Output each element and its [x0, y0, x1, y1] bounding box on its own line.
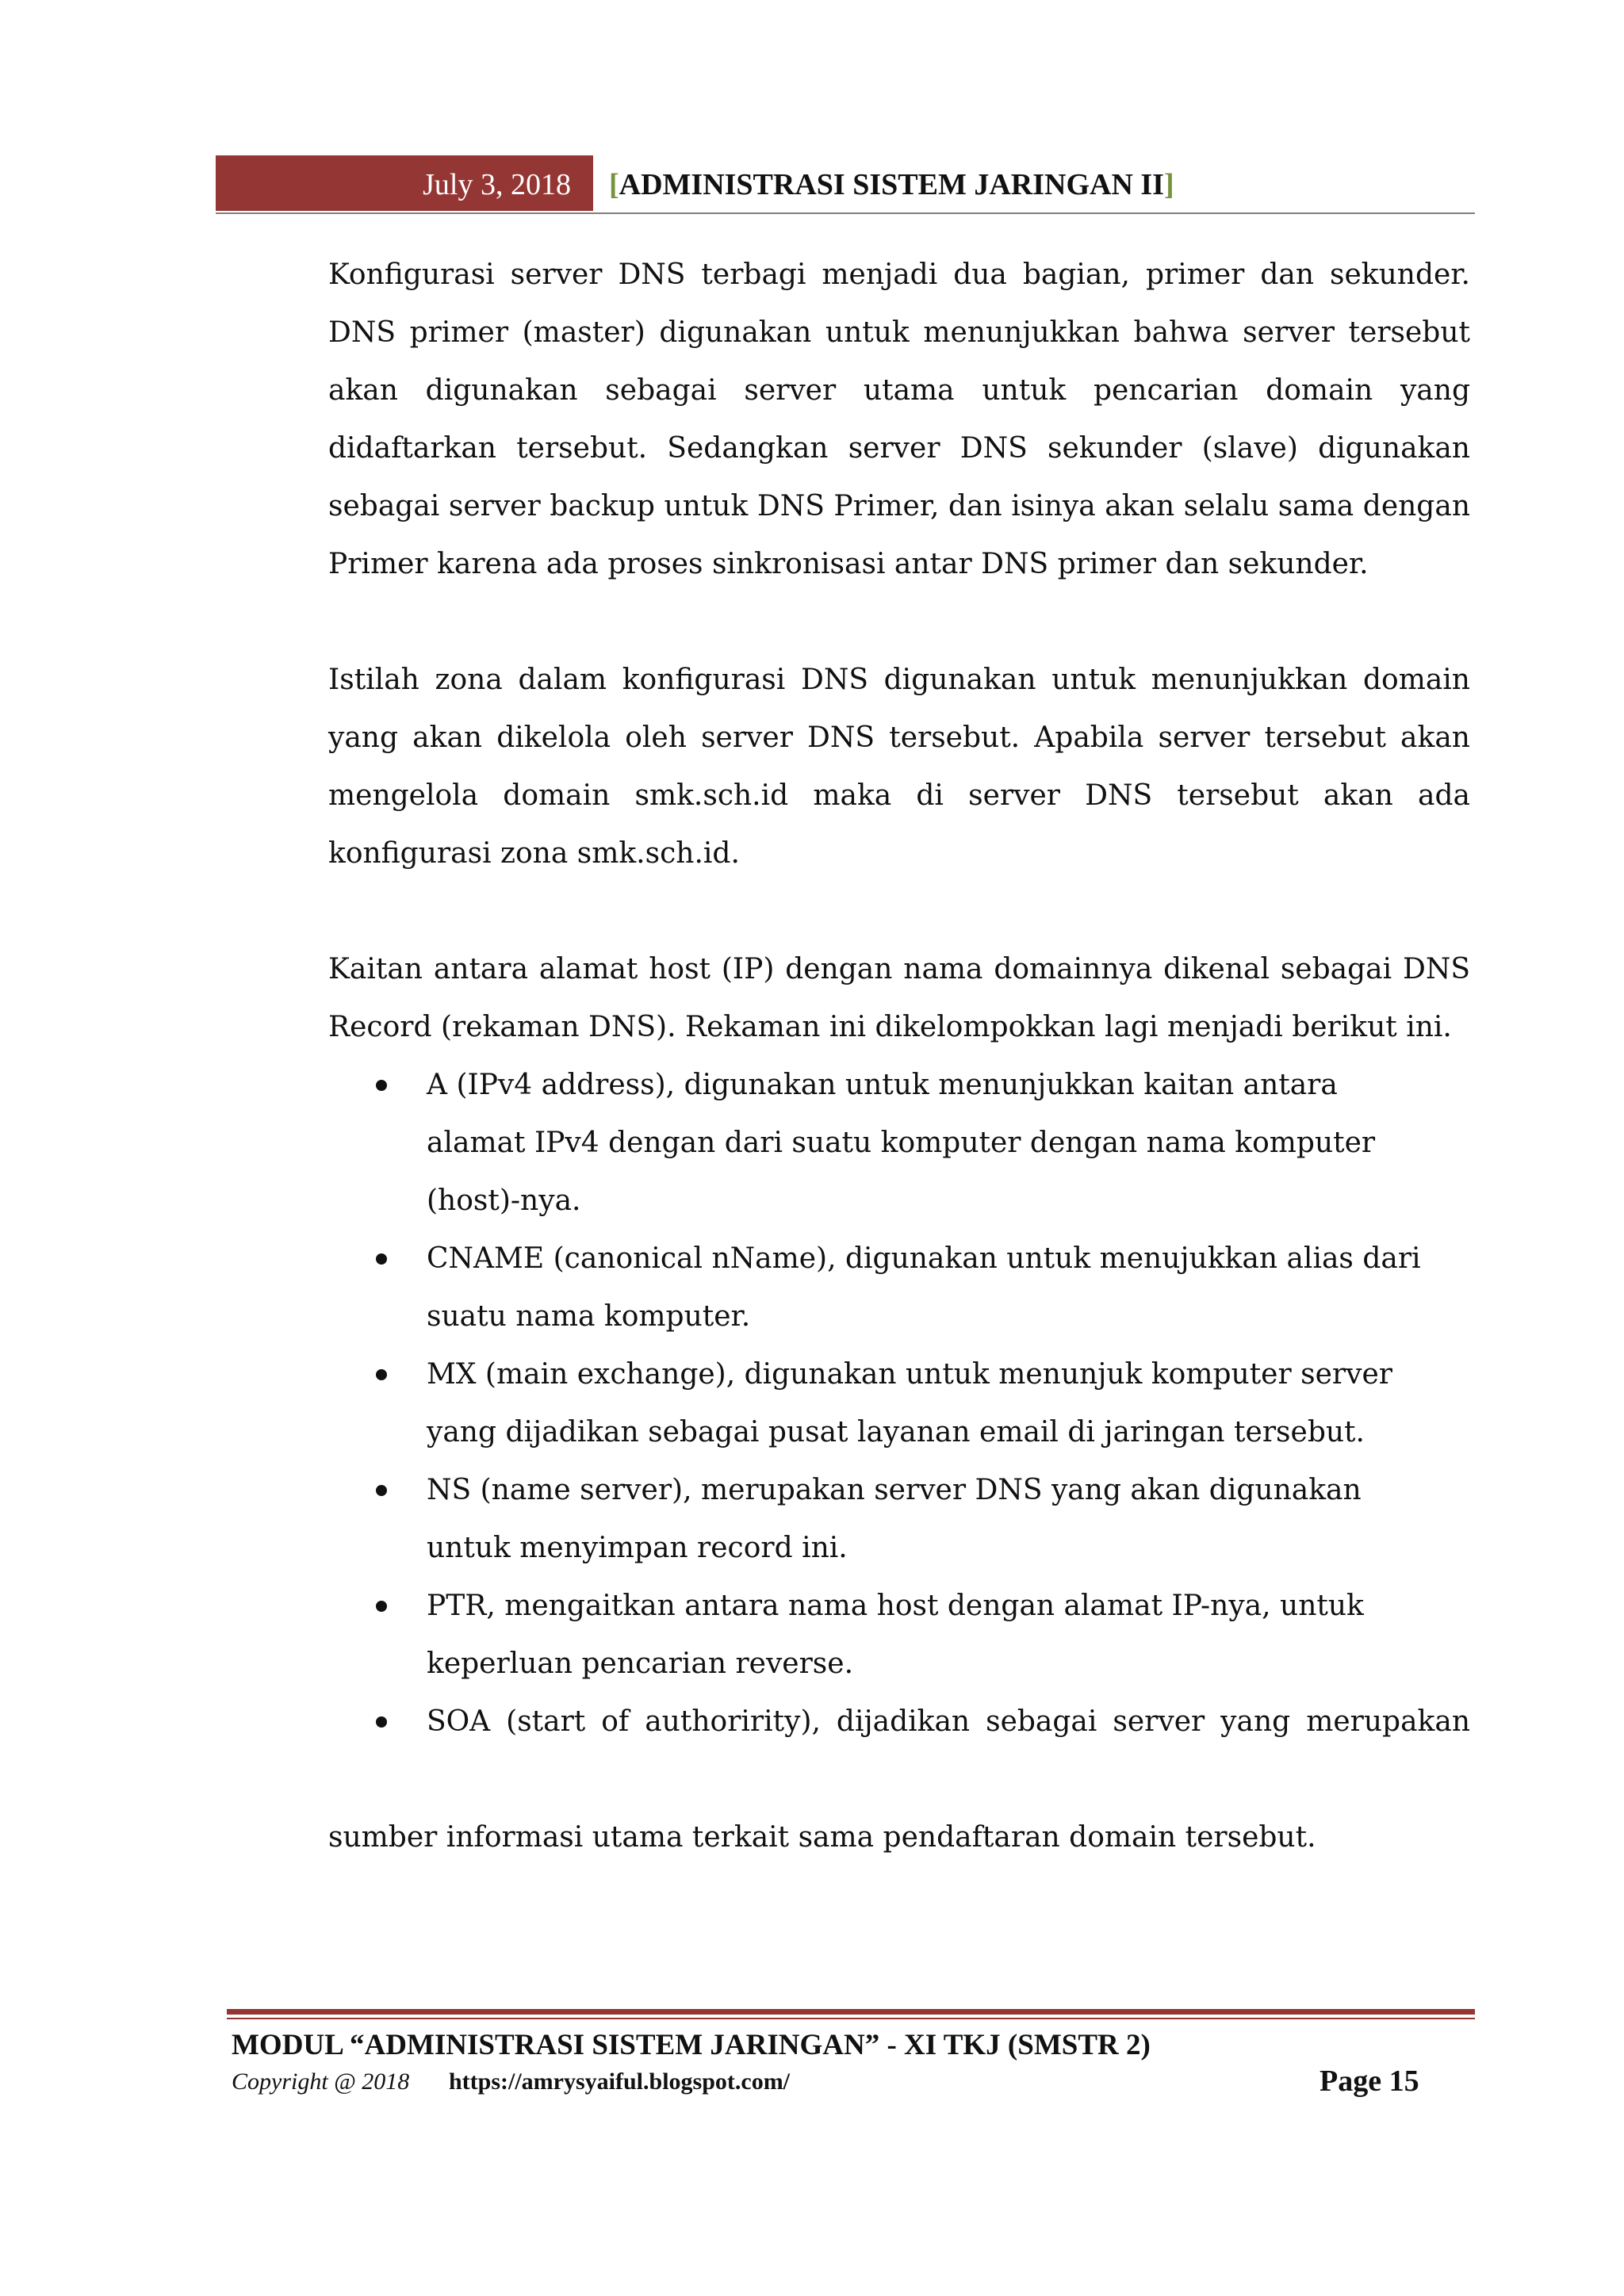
page-number: Page 15 [1320, 2064, 1419, 2098]
list-item-text: CNAME (canonical nName), digunakan untuk menujukkan alias dari suatu nama komputer. [427, 1242, 1421, 1333]
list-item [328, 1230, 1470, 1345]
footer-url: https://amrysyaiful.blogspot.com/ [449, 2068, 791, 2095]
header-title-text: ADMINISTRASI SISTEM JARINGAN II [619, 168, 1164, 201]
footer-rule-thick [227, 2009, 1475, 2015]
dns-record-list [328, 1056, 1470, 1751]
list-item [328, 1345, 1470, 1461]
list-item [328, 1577, 1470, 1693]
page-body [328, 246, 1470, 1866]
list-item-text: PTR, mengaitkan antara nama host dengan alamat IP-nya, untuk keperluan pencarian reverse. [427, 1590, 1364, 1680]
header-title [609, 155, 1174, 211]
list-item [328, 1461, 1470, 1577]
footer-rule-thin [227, 2018, 1475, 2019]
list-item-text: NS (name server), merupakan server DNS yang akan digunakan untuk menyimpan record ini. [427, 1474, 1362, 1564]
list-item-text: A (IPv4 address), digunakan untuk menunjukkan kaitan antara alamat IPv4 dengan dari suatu komputer dengan nama komputer (host)-nya. [427, 1069, 1376, 1217]
bullet-icon [376, 1080, 387, 1091]
header-bracket-close: ] [1163, 168, 1174, 201]
header-bracket-open: [ [609, 168, 619, 201]
paragraph-soa-continuation: sumber informasi utama terkait sama pendaftaran domain tersebut. [328, 1821, 1316, 1854]
paragraph-dns-zone: Istilah zona dalam konfigurasi DNS digunakan untuk menunjukkan domain yang akan dikelola oleh server DNS tersebut. Apabila server tersebut akan mengelola domain smk.sch.id maka di server DNS tersebut akan ada konfigurasi zona smk.sch.id. [328, 664, 1470, 870]
list-item [328, 1693, 1470, 1751]
bullet-icon [376, 1369, 387, 1380]
footer-copyright: Copyright @ 2018 [232, 2068, 410, 2095]
paragraph-dns-config: Konfigurasi server DNS terbagi menjadi dua bagian, primer dan sekunder. DNS primer (master) digunakan untuk menunjukkan bahwa server tersebut akan digunakan sebagai server utama untuk pencarian domain yang didaftarkan tersebut. Sedangkan server DNS sekunder (slave) digunakan sebagai server backup untuk DNS Primer, dan isinya akan selalu sama dengan Primer karena ada proses sinkronisasi antar DNS primer dan sekunder. [328, 258, 1470, 580]
list-item [328, 1056, 1470, 1230]
list-item-text: SOA (start of authoririty), dijadikan sebagai server yang merupakan [427, 1705, 1470, 1738]
bullet-icon [376, 1716, 387, 1728]
bullet-icon [376, 1485, 387, 1496]
footer-module-title: MODUL “ADMINISTRASI SISTEM JARINGAN” - XI TKJ (SMSTR 2) [232, 2029, 1151, 2061]
bullet-icon [376, 1601, 387, 1612]
list-item-text: MX (main exchange), digunakan untuk menunjuk komputer server yang dijadikan sebagai pusat layanan email di jaringan tersebut. [427, 1358, 1392, 1448]
paragraph-dns-record: Kaitan antara alamat host (IP) dengan nama domainnya dikenal sebagai DNS Record (rekaman DNS). Rekaman ini dikelompokkan lagi menjadi berikut ini. [328, 953, 1470, 1043]
bullet-icon [376, 1253, 387, 1265]
header-rule [216, 212, 1475, 214]
header-date: July 3, 2018 [423, 168, 571, 201]
